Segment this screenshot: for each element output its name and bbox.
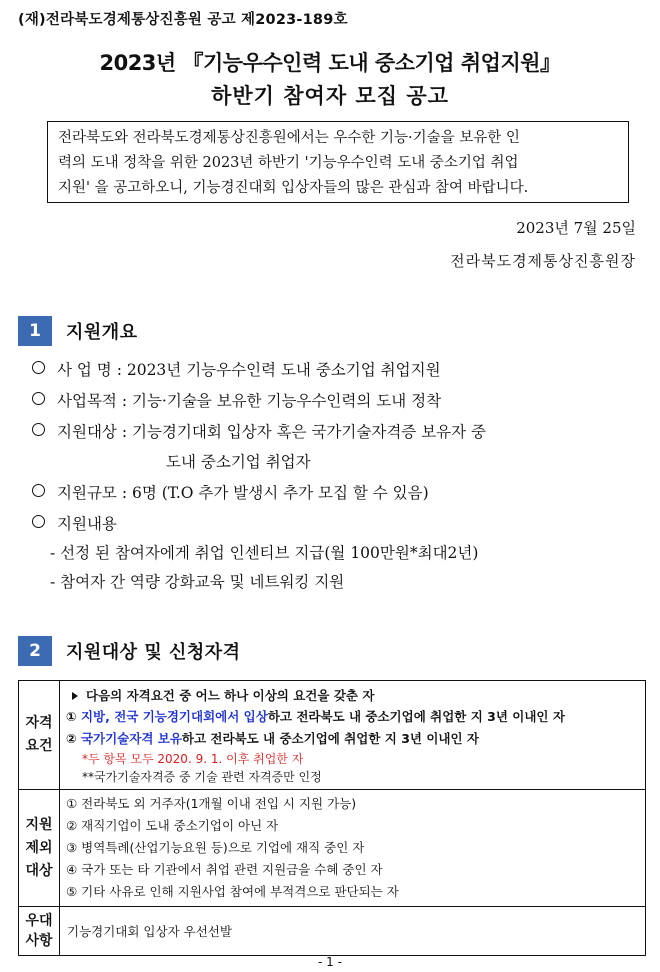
intro-box: [47, 121, 629, 203]
overview-item: [32, 512, 117, 534]
highlight-text: 지방, 전국 기능경기대회에서 입상: [80, 708, 268, 724]
triangle-bullet-icon: [72, 692, 78, 700]
title-line-1: 2023년 『기능우수인력 도내 중소기업 취업지원』: [99, 51, 561, 75]
overview-item-text: 지원내용: [57, 515, 117, 533]
exclusion-item: ② 재직기업이 도내 중소기업이 아닌 자: [66, 818, 279, 833]
row-header-text: 요건: [25, 738, 53, 754]
eligibility-table: [18, 680, 646, 956]
qualification-item-2: [60, 728, 645, 750]
row-header-exclusion: [19, 790, 60, 907]
section-title: 지원대상 및 신청자격: [66, 642, 241, 663]
overview-item: [32, 358, 441, 380]
support-detail: - 선정 된 참여자에게 취업 인센티브 지급(월 100만원*최대2년): [50, 544, 479, 562]
row-header-text: 제외: [25, 839, 53, 856]
title-line-2: 하반기 참여자 모집 공고: [211, 84, 449, 108]
row-header-text: 지원: [25, 816, 53, 833]
circle-bullet-icon: [32, 361, 45, 374]
exclusion-item: ④ 국가 또는 타 기관에서 취업 관련 지원금을 수혜 중인 자: [66, 862, 383, 877]
issuer: 전라북도경제통상진흥원장: [450, 252, 636, 270]
preference-text: 기능경기대회 입상자 우선선발: [67, 924, 232, 939]
support-detail: - 참여자 간 역량 강화교육 및 네트워킹 지원: [50, 573, 345, 591]
overview-item: [32, 389, 441, 411]
exclusion-item: ⑤ 기타 사유로 인해 지원사업 참여에 부적격으로 판단되는 자: [66, 884, 399, 899]
overview-item: [32, 481, 429, 503]
section-number: 1: [18, 316, 52, 346]
announcement-date: 2023년 7월 25일: [516, 219, 636, 237]
item-text: 하고 전라북도 내 중소기업에 취업한 지 3년 이내인 자: [181, 730, 479, 746]
section-number: 2: [18, 636, 52, 666]
overview-item: [32, 420, 486, 442]
page-number: - 1 -: [318, 955, 342, 969]
qualification-intro: [60, 685, 645, 706]
overview-item-text: 지원규모 : 6명 (T.O 추가 발생시 추가 모집 할 수 있음): [57, 484, 429, 502]
row-header-qualification: [19, 681, 60, 790]
circle-bullet-icon: [32, 392, 45, 405]
intro-line: 지원' 을 공고하오니, 기능경진대회 입상자들의 많은 관심과 참여 바랍니다.: [58, 180, 529, 196]
exclusion-item: ① 전라북도 외 거주자(1개월 이내 전입 시 지원 가능): [66, 796, 357, 811]
qualification-item-1: [60, 706, 645, 728]
exclusion-item: ③ 병역특례(산업기능요원 등)으로 기업에 재직 중인 자: [66, 840, 365, 855]
section-title: 지원개요: [66, 322, 138, 343]
item-text: 하고 전라북도 내 중소기업에 취업한 지 3년 이내인 자: [267, 708, 565, 724]
section-1-header: [18, 316, 638, 346]
row-header-text: 대상: [25, 862, 53, 879]
table-row: [19, 907, 646, 956]
overview-item-text: 사 업 명 : 2023년 기능우수인력 도내 중소기업 취업지원: [57, 361, 441, 379]
qualification-note-2: **국가기술자격증 중 기술 관련 자격증만 인정: [82, 769, 322, 784]
circle-bullet-icon: [32, 484, 45, 497]
overview-item-text: 지원대상 : 기능경기대회 입상자 혹은 국가기술자격증 보유자 중: [57, 423, 487, 441]
highlight-text: 국가기술자격 보유: [80, 730, 182, 746]
overview-item-continuation: 도내 중소기업 취업자: [166, 453, 311, 471]
row-header-preference: [19, 907, 60, 956]
row-header-text: 우대: [25, 913, 53, 929]
preference-cell: [60, 907, 646, 956]
overview-item-text: 사업목적 : 기능·기술을 보유한 기능우수인력의 도내 정착: [57, 392, 442, 410]
qualification-intro-text: 다음의 자격요건 중 어느 하나 이상의 요건을 갖춘 자: [86, 687, 375, 703]
circle-bullet-icon: [32, 515, 45, 528]
section-2-header: [18, 636, 638, 666]
table-row: [19, 681, 646, 790]
qualification-cell: [60, 681, 646, 790]
qualification-note-1: *두 항목 모두 2020. 9. 1. 이후 취업한 자: [82, 751, 304, 766]
intro-line: 력의 도내 정착을 위한 2023년 하반기 '기능우수인력 도내 중소기업 취업: [58, 155, 519, 171]
row-header-text: 자격: [25, 715, 53, 731]
intro-line: 전라북도와 전라북도경제통상진흥원에서는 우수한 기능·기술을 보유한 인: [58, 130, 520, 146]
table-row: [19, 790, 646, 907]
notice-number: (재)전라북도경제통상진흥원 공고 제2023-189호: [18, 12, 348, 28]
row-header-text: 사항: [25, 933, 53, 949]
exclusion-cell: [60, 790, 646, 907]
circle-bullet-icon: [32, 423, 45, 436]
item-number: ②: [66, 730, 77, 746]
item-number: ①: [66, 708, 77, 724]
